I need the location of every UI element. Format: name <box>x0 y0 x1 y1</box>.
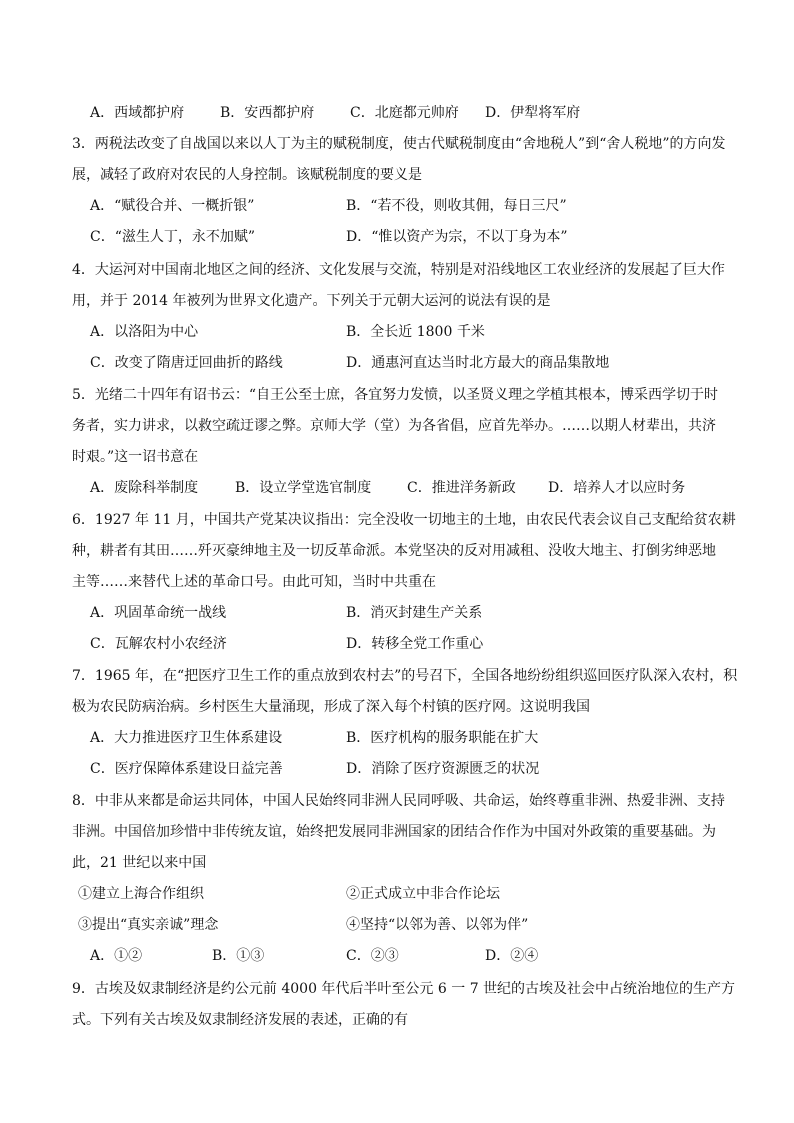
q9-stem-line-2: 式。下列有关古埃及奴隶制经济发展的表述，正确的有 <box>72 1012 408 1028</box>
q6-option-c[interactable]: C．瓦解农村小农经济 <box>90 636 227 652</box>
q3-stem-line-2: 展，减轻了政府对农民的人身控制。该赋税制度的要义是 <box>72 167 422 183</box>
q8-stem-line-1: 8．中非从来都是命运共同体，中国人民始终同非洲人民同呼吸、共命运，始终尊重非洲、热爱非洲、支持 <box>72 793 725 809</box>
q4-option-d[interactable]: D．通惠河直达当时北方最大的商品集散地 <box>346 355 610 371</box>
q6-stem-line-1: 6．1927 年 11 月，中国共产党某决议指出：完全没收一切地主的土地，由农民代表会议自己支配给贫农耕 <box>72 512 736 528</box>
q3-option-b[interactable]: B．“若不役，则收其佣，每日三尺” <box>346 198 567 214</box>
q8-item-2: ②正式成立中非合作论坛 <box>346 886 500 902</box>
q5-option-c[interactable]: C．推进洋务新政 <box>407 480 516 496</box>
q3-stem-line-1: 3．两税法改变了自战国以来以人丁为主的赋税制度，使古代赋税制度由“舍地税人”到“舍人税地”的方向发 <box>72 136 726 152</box>
q8-option-a[interactable]: A．①② <box>90 948 143 964</box>
q4-stem-line-1: 4．大运河对中国南北地区之间的经济、文化发展与交流，特别是对沿线地区工农业经济的发展起了巨大作 <box>72 262 725 278</box>
q9-stem-line-1: 9．古埃及奴隶制经济是约公元前 4000 年代后半叶至公元 6 一 7 世纪的古埃及社会中占统治地位的生产方 <box>72 981 736 997</box>
q5-option-b[interactable]: B．设立学堂选官制度 <box>235 480 372 496</box>
q7-stem-line-2: 极为农民防病治病。乡村医生大量涌现，形成了深入每个村镇的医疗网。这说明我国 <box>72 699 590 715</box>
q8-stem-line-2: 非洲。中国倍加珍惜中非传统友谊，始终把发展同非洲国家的团结合作作为中国对外政策的重要基础。为 <box>72 824 716 840</box>
q8-item-3: ③提出“真实亲诚”理念 <box>78 917 219 933</box>
q6-stem-line-3: 主等……来替代上述的革命口号。由此可知，当时中共重在 <box>72 574 436 590</box>
q6-stem-line-2: 种，耕者有其田……歼灭豪绅地主及一切反革命派。本党坚决的反对用减租、没收大地主、打倒劣绅恶地 <box>72 543 716 559</box>
q2-option-b[interactable]: B．安西都护府 <box>220 105 315 121</box>
q5-option-d[interactable]: D．培养人才以应时务 <box>548 480 686 496</box>
q6-option-b[interactable]: B．消灭封建生产关系 <box>346 605 483 621</box>
q4-stem-line-2: 用，并于 2014 年被列为世界文化遗产。下列关于元朝大运河的说法有误的是 <box>72 293 551 309</box>
q8-item-4: ④坚持“以邻为善、以邻为伴” <box>346 917 529 933</box>
q8-option-d[interactable]: D．②④ <box>485 948 539 964</box>
q4-option-a[interactable]: A．以洛阳为中心 <box>90 324 199 340</box>
q8-option-c[interactable]: C．②③ <box>346 948 399 964</box>
q5-option-a[interactable]: A．废除科举制度 <box>90 480 199 496</box>
q7-option-a[interactable]: A．大力推进医疗卫生体系建设 <box>90 730 283 746</box>
q3-option-d[interactable]: D．“惟以资产为宗，不以丁身为本” <box>346 229 568 245</box>
q3-option-a[interactable]: A．“赋役合并、一概折银” <box>90 198 255 214</box>
q6-option-a[interactable]: A．巩固革命统一战线 <box>90 605 227 621</box>
q7-option-b[interactable]: B．医疗机构的服务职能在扩大 <box>346 730 539 746</box>
q8-stem-line-3: 此，21 世纪以来中国 <box>72 855 207 871</box>
q4-option-c[interactable]: C．改变了隋唐迂回曲折的路线 <box>90 355 283 371</box>
q7-option-c[interactable]: C．医疗保障体系建设日益完善 <box>90 761 283 777</box>
q2-option-c[interactable]: C．北庭都元帅府 <box>350 105 459 121</box>
q5-stem-line-1: 5．光绪二十四年有诏书云：“自王公至士庶，各宜努力发愤，以圣贤义理之学植其根本，博采西学切于时 <box>72 387 719 403</box>
q2-option-a[interactable]: A．西域都护府 <box>90 105 185 121</box>
q5-stem-line-2: 务者，实力讲求，以救空疏迂谬之弊。京师大学（堂）为各省倡，应首先举办。……以期人材辈出，共济 <box>72 418 716 434</box>
q7-option-d[interactable]: D．消除了医疗资源匮乏的状况 <box>346 761 540 777</box>
q2-option-d[interactable]: D．伊犁将军府 <box>485 105 581 121</box>
q4-option-b[interactable]: B．全长近 1800 千米 <box>346 324 485 340</box>
q5-stem-line-3: 时艰。”这一诏书意在 <box>72 449 199 465</box>
q6-option-d[interactable]: D．转移全党工作重心 <box>346 636 484 652</box>
q3-option-c[interactable]: C．“滋生人丁，永不加赋” <box>90 229 256 245</box>
q7-stem-line-1: 7．1965 年，在“把医疗卫生工作的重点放到农村去”的号召下，全国各地纷纷组织巡回医疗队深入农村，积 <box>72 668 738 684</box>
q8-option-b[interactable]: B．①③ <box>212 948 265 964</box>
q8-item-1: ①建立上海合作组织 <box>78 886 204 902</box>
